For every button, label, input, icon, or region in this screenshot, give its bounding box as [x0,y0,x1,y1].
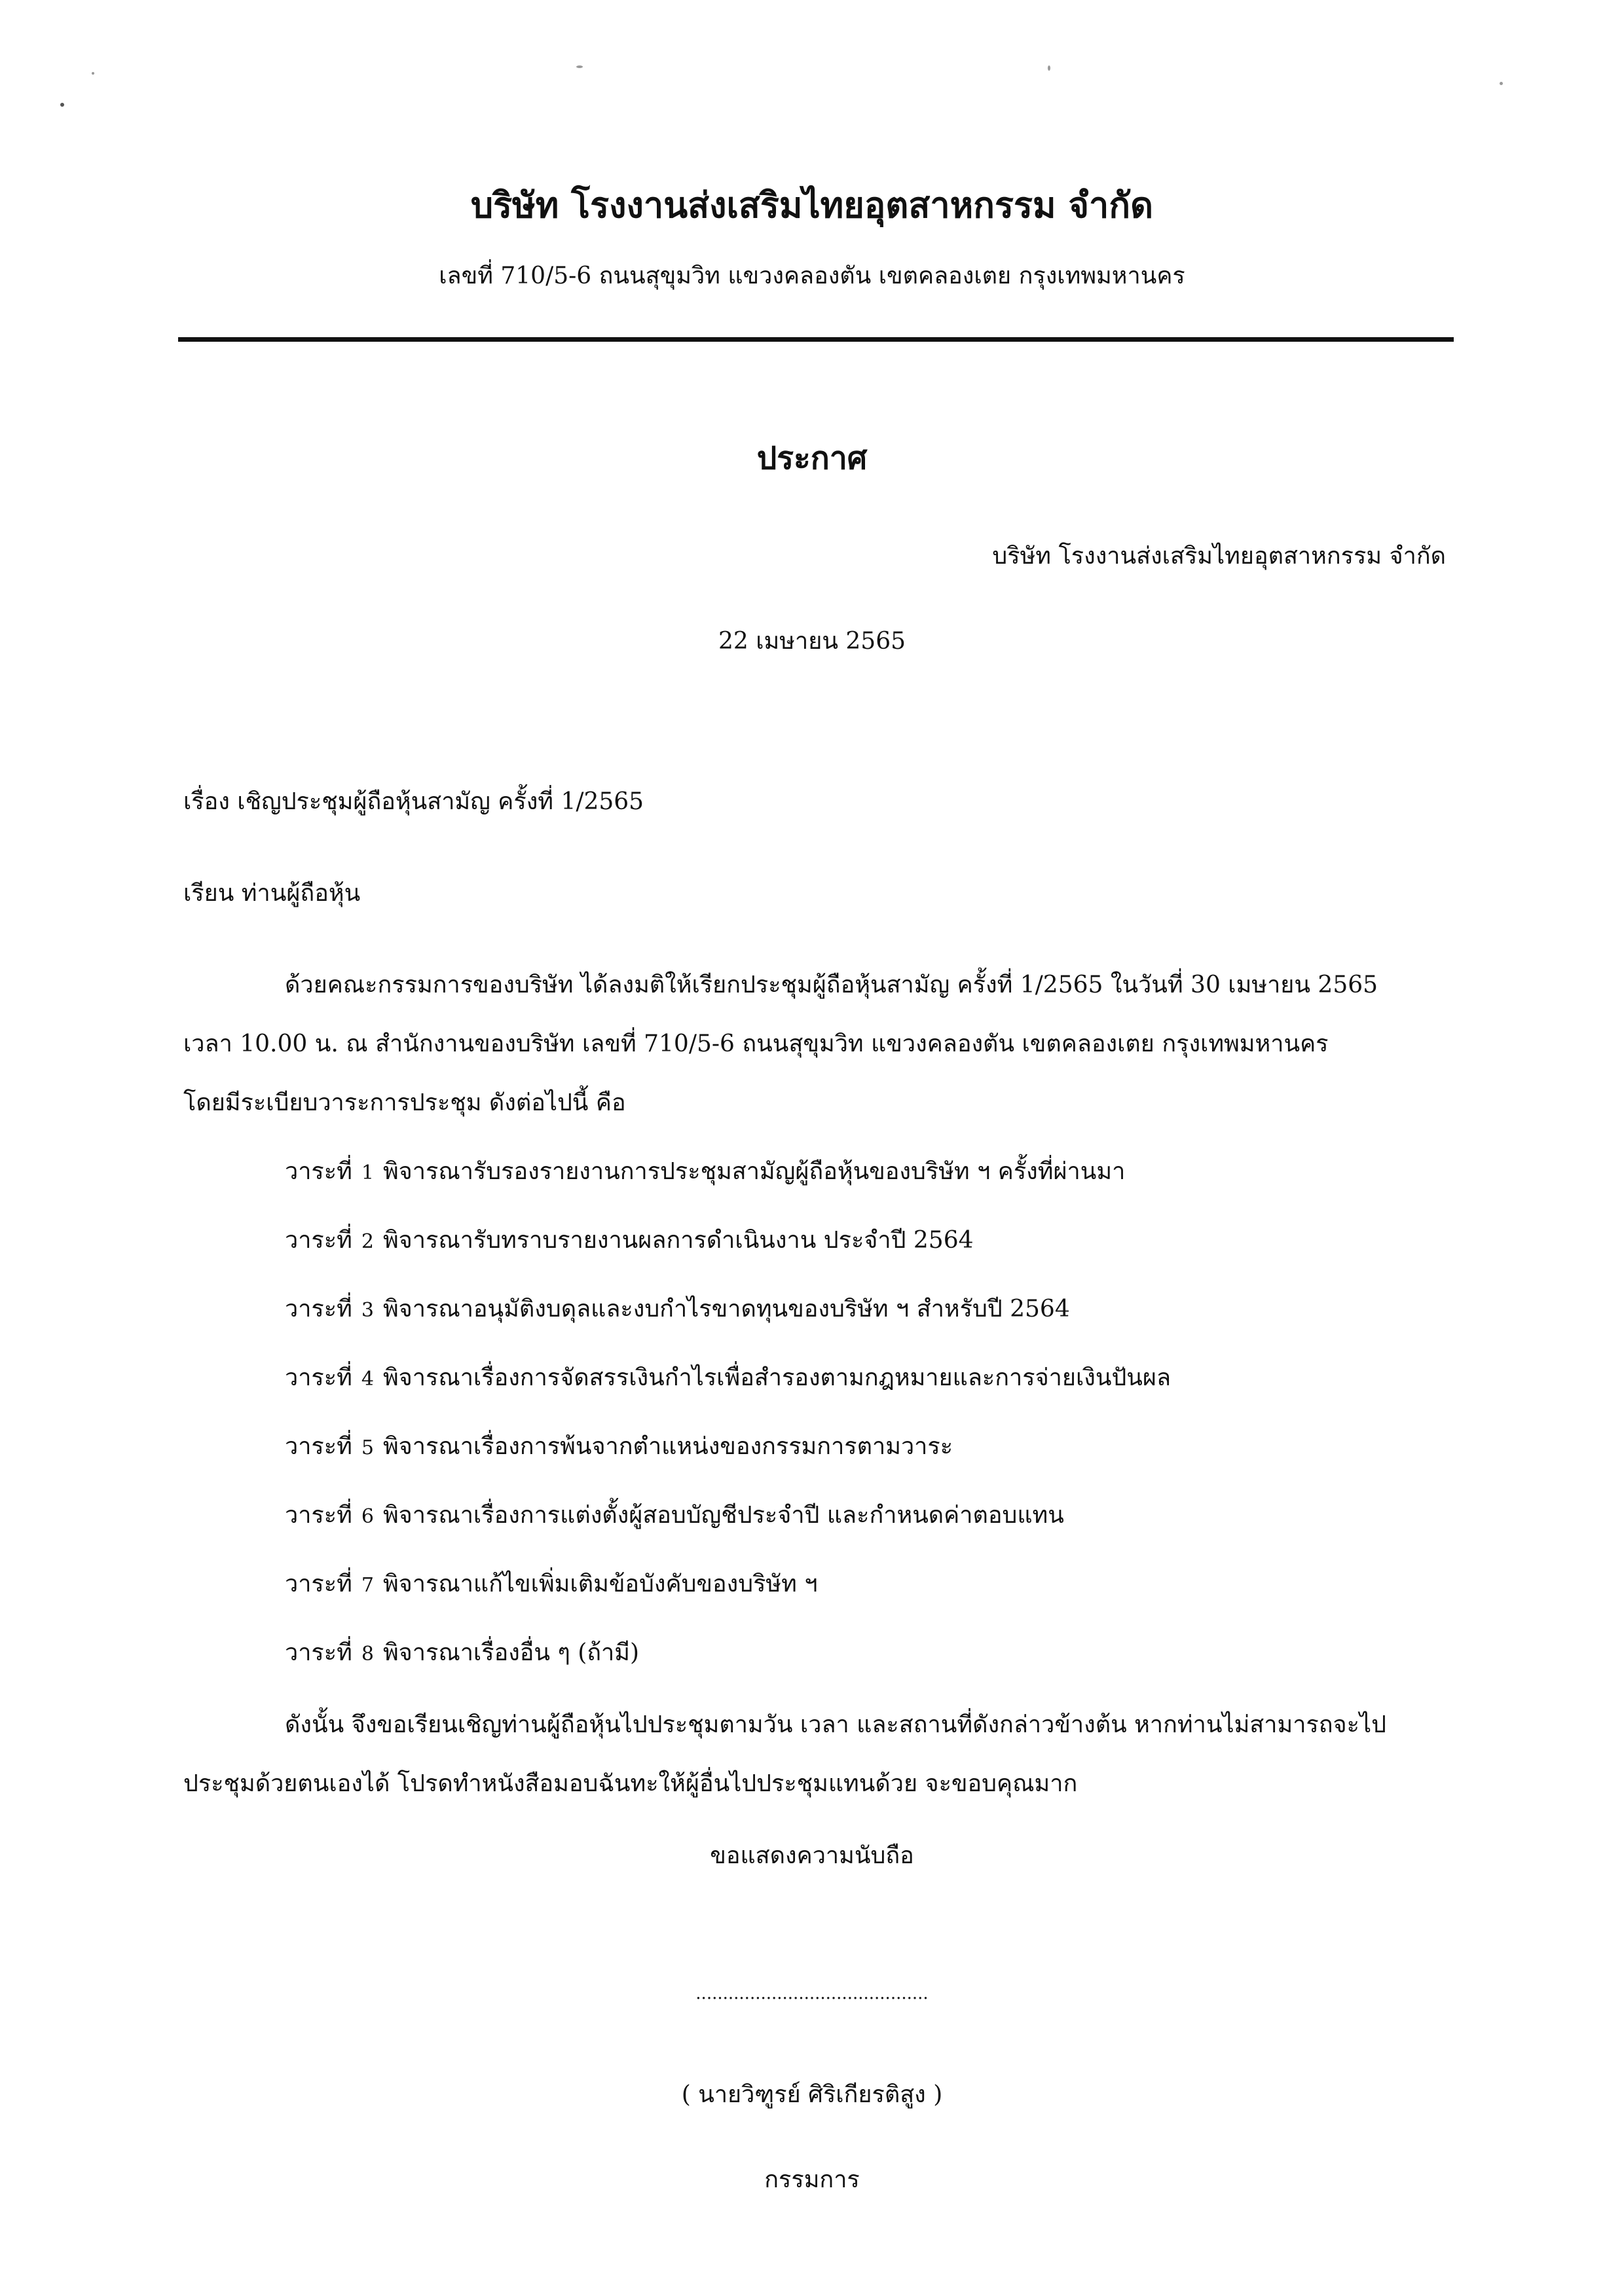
agenda-item [285,1358,1171,1396]
agenda-number: 1 [361,1161,374,1184]
agenda-label: วาระที่ [285,1502,352,1529]
agenda-text: พิจารณาเรื่องการจัดสรรเงินกำไรเพื่อสำรองตามกฎหมายและการจ่ายเงินปันผล [382,1364,1172,1391]
invitation-paragraph-line: ประชุมด้วยตนเองได้ โปรดทำหนังสือมอบฉันทะให้ผู้อื่นไปประชุมแทนด้วย จะขอบคุณมาก [183,1770,1078,1797]
scan-speck [1048,65,1050,71]
agenda-label: วาระที่ [285,1433,352,1460]
agenda-number: 6 [361,1505,374,1528]
salutation-line: เรียน ท่านผู้ถือหุ้น [183,880,361,907]
intro-paragraph-line: โดยมีระเบียบวาระการประชุม ดังต่อไปนี้ คือ [183,1089,626,1116]
agenda-label: วาระที่ [285,1158,352,1185]
agenda-item [285,1152,1125,1190]
agenda-item [285,1565,818,1602]
company-name: บริษัท โรงงานส่งเสริมไทยอุตสาหกรรม จำกัด [470,184,1154,226]
agenda-number: 5 [361,1436,374,1459]
subject-line: เรื่อง เชิญประชุมผู้ถือหุ้นสามัญ ครั้งที่ 1/2565 [183,788,644,815]
agenda-item [285,1427,953,1465]
agenda-number: 3 [361,1299,374,1322]
agenda-text: พิจารณาเรื่องการพ้นจากตำแหน่งของกรรมการตามวาระ [382,1433,953,1460]
agenda-number: 7 [361,1574,374,1597]
agenda-label: วาระที่ [285,1639,352,1666]
signer-name: ( นายวิฑูรย์ ศิริเกียรติสูง ) [681,2081,943,2108]
scan-speck [576,65,583,68]
signer-position: กรรมการ [764,2166,860,2193]
intro-paragraph-line: เวลา 10.00 น. ณ สำนักงานของบริษัท เลขที่ 710/5-6 ถนนสุขุมวิท แขวงคลองตัน เขตคลองเตย กรุงเทพมหานคร [183,1030,1329,1057]
agenda-text: พิจารณาเรื่องอื่น ๆ (ถ้ามี) [382,1639,640,1666]
agenda-text: พิจารณาอนุมัติงบดุลและงบกำไรขาดทุนของบริษัท ฯ สำหรับปี 2564 [382,1296,1070,1322]
invitation-paragraph-line: ดังนั้น จึงขอเรียนเชิญท่านผู้ถือหุ้นไปประชุมตามวัน เวลา และสถานที่ดังกล่าวข้างต้น หากท่านไม่สามารถจะไป [285,1711,1386,1738]
agenda-item [285,1290,1070,1327]
scan-speck [1500,82,1503,85]
agenda-label: วาระที่ [285,1296,352,1322]
agenda-item [285,1496,1064,1533]
document-date: 22 เมษายน 2565 [718,628,906,655]
agenda-label: วาระที่ [285,1227,352,1254]
signature-line: ........................................... [695,1984,929,2003]
intro-paragraph-line: ด้วยคณะกรรมการของบริษัท ได้ลงมติให้เรียกประชุมผู้ถือหุ้นสามัญ ครั้งที่ 1/2565 ในวันที่ 30 เมษายน 2565 [285,972,1378,998]
agenda-number: 4 [361,1368,374,1391]
scan-speck [60,103,64,107]
scan-speck [92,72,94,75]
agenda-text: พิจารณารับรองรายงานการประชุมสามัญผู้ถือหุ้นของบริษัท ฯ ครั้งที่ผ่านมา [382,1158,1126,1185]
closing-phrase: ขอแสดงความนับถือ [710,1842,914,1869]
agenda-text: พิจารณารับทราบรายงานผลการดำเนินงาน ประจำปี 2564 [382,1227,974,1254]
agenda-item [285,1221,974,1258]
agenda-label: วาระที่ [285,1364,352,1391]
letterhead-divider [178,337,1454,342]
issuer-name: บริษัท โรงงานส่งเสริมไทยอุตสาหกรรม จำกัด [992,543,1446,570]
agenda-number: 8 [361,1643,374,1666]
agenda-text: พิจารณาแก้ไขเพิ่มเติมข้อบังคับของบริษัท ฯ [382,1571,818,1597]
document-title: ประกาศ [756,440,868,477]
agenda-text: พิจารณาเรื่องการแต่งตั้งผู้สอบบัญชีประจำปี และกำหนดค่าตอบแทน [382,1502,1064,1529]
agenda-label: วาระที่ [285,1571,352,1597]
company-address: เลขที่ 710/5-6 ถนนสุขุมวิท แขวงคลองตัน เขตคลองเตย กรุงเทพมหานคร [439,263,1185,289]
agenda-item [285,1633,639,1671]
agenda-number: 2 [361,1230,374,1253]
